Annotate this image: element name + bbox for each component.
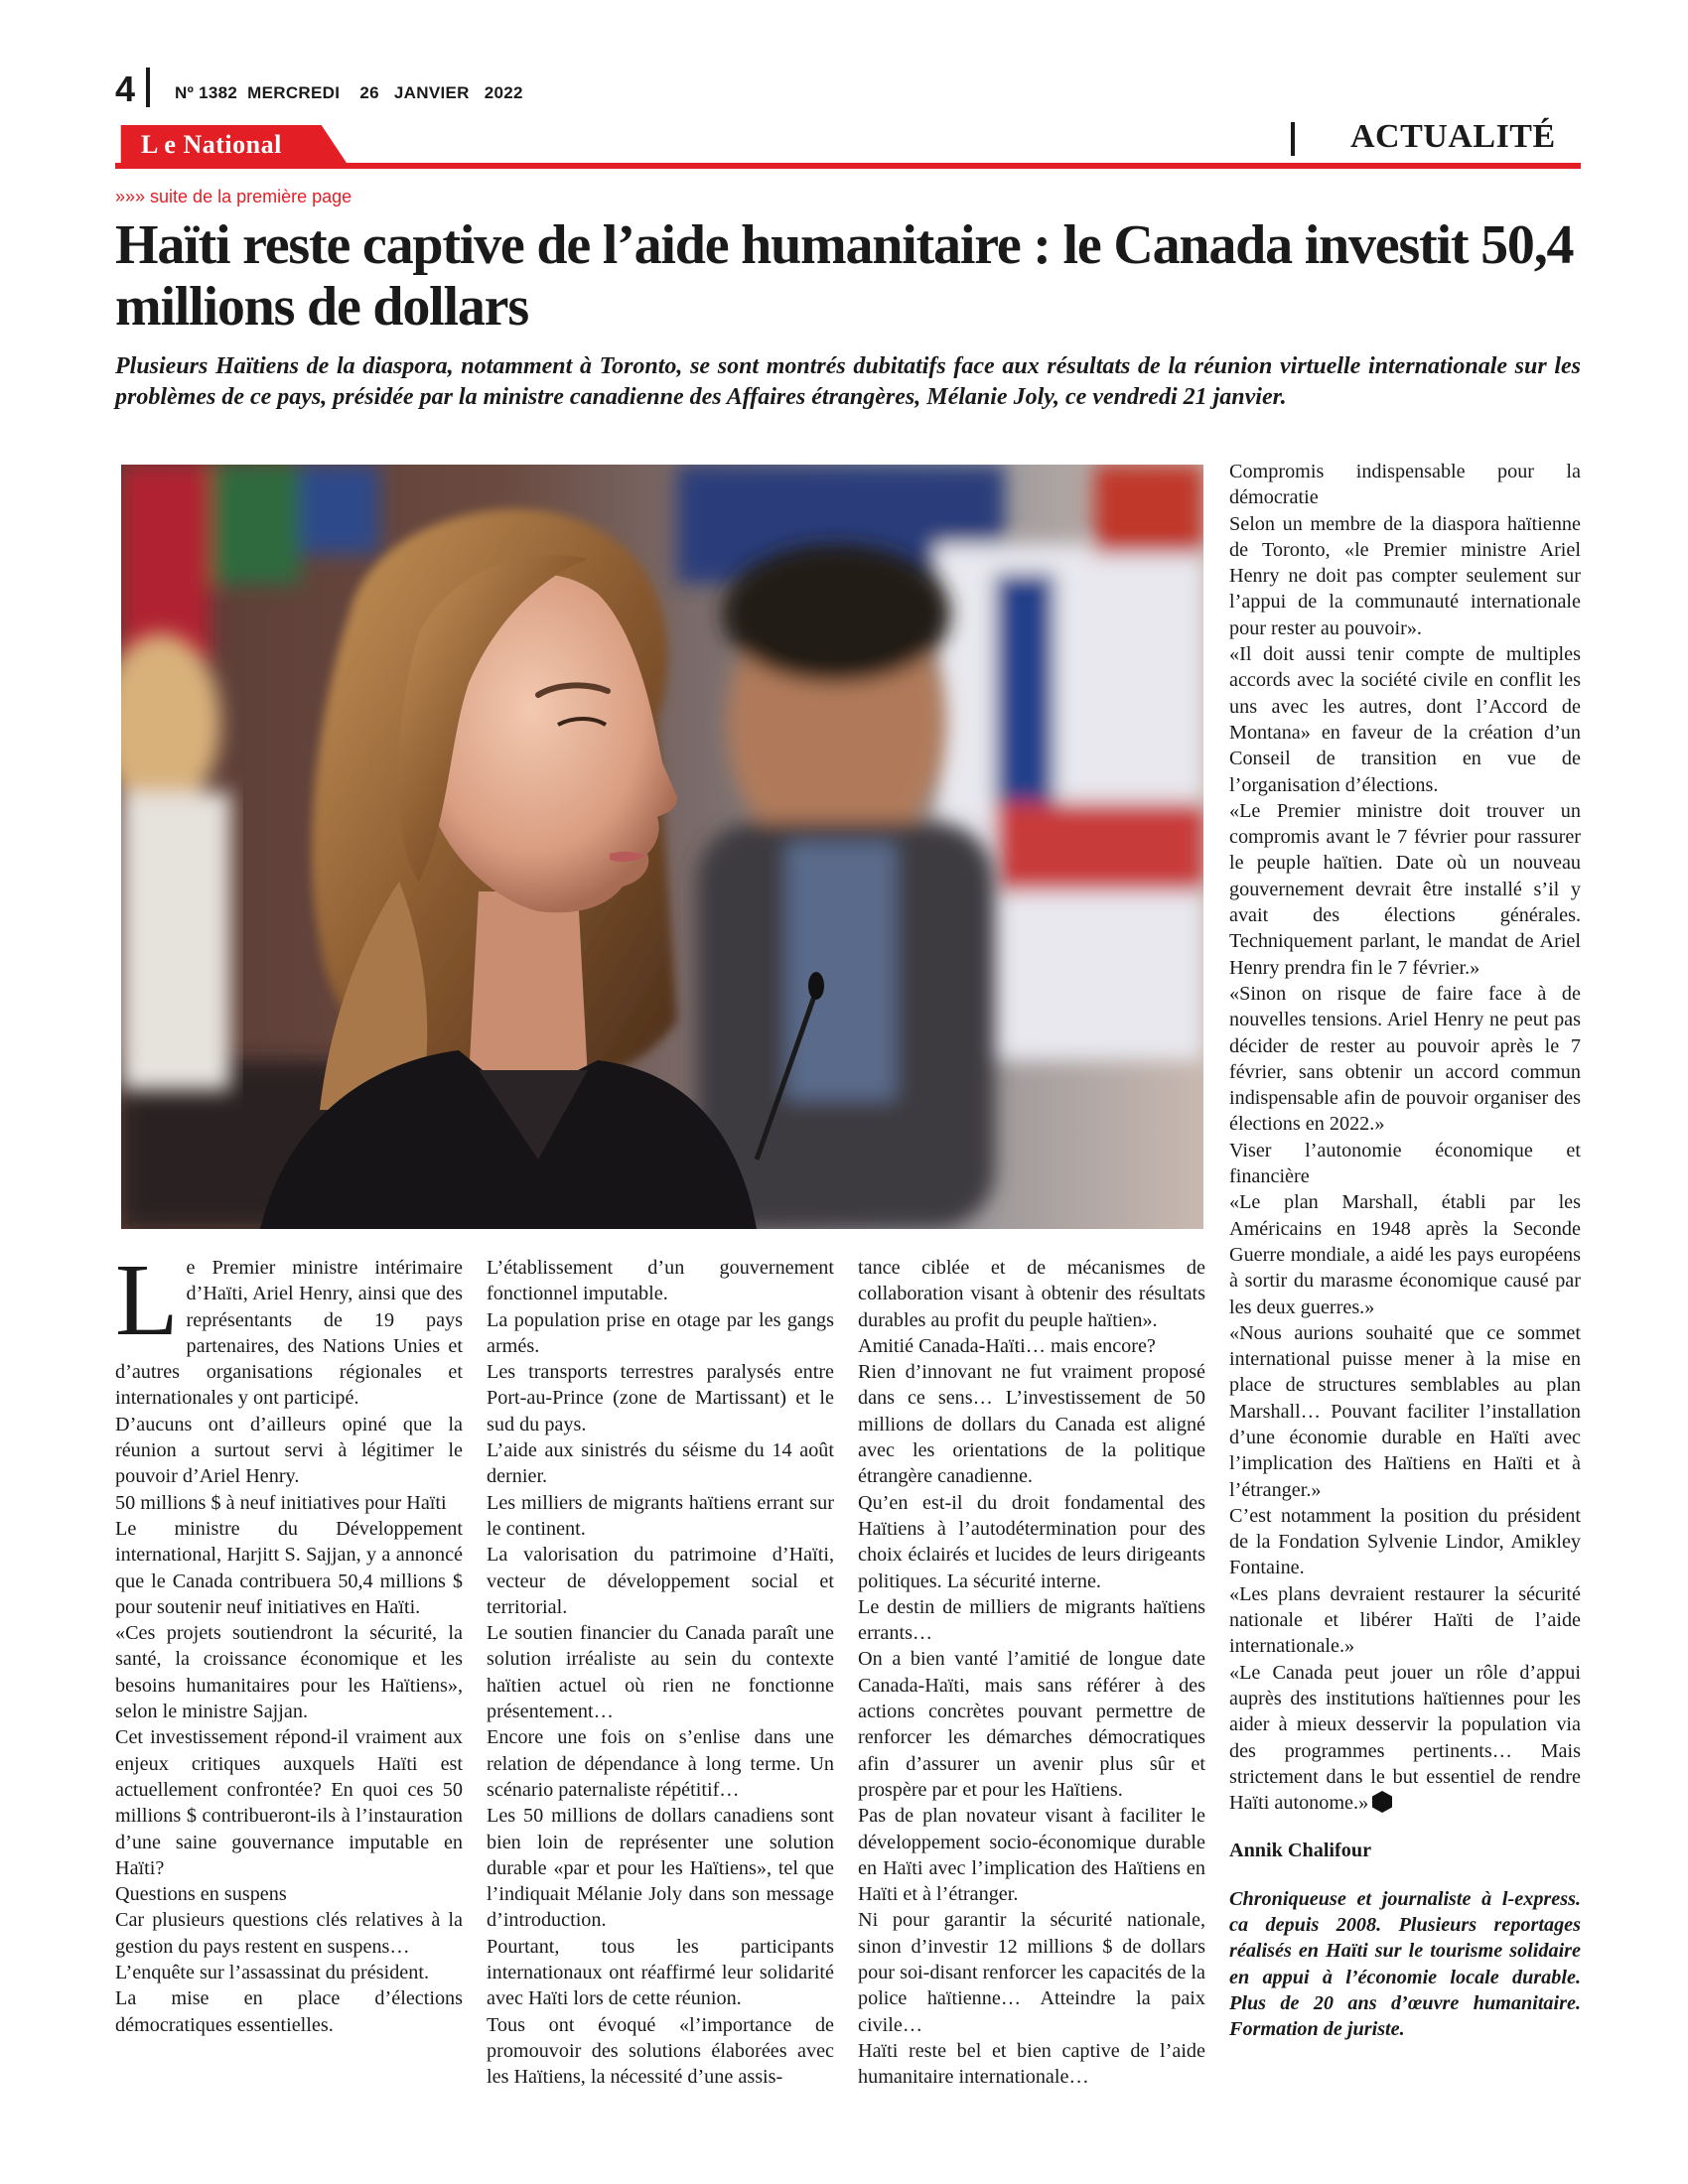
paragraph: L’établissement d’un gouvernement fonctionnel imputable. — [487, 1257, 834, 1305]
paragraph: Encore une fois on s’enlise dans une relation de dépendance à long terme. Un scénario paternaliste répétitif… — [487, 1726, 834, 1801]
paragraph: Car plusieurs questions clés relatives à la gestion du pays restent en suspens… — [115, 1909, 463, 1958]
paragraph: L’aide aux sinistrés du séisme du 14 août dernier. — [487, 1439, 834, 1488]
issue-dateline: Nº 1382 MERCREDI 26 JANVIER 2022 — [175, 83, 523, 102]
subheading: Viser l’autonomie économique et financière — [1229, 1139, 1581, 1188]
paragraph: Selon un membre de la diaspora haïtienne de Toronto, «le Premier ministre Ariel Henry ne doit pas compter seulement sur l’appui de la communauté internationale pour rester au pouvoir». — [1229, 512, 1581, 639]
paragraph: Le soutien financier du Canada paraît une solution irréaliste au sein du contexte haïtien actuel où rien ne fonctionne présentement… — [487, 1622, 834, 1723]
article-column-1 — [115, 1243, 463, 2038]
masthead-title: L e National — [141, 130, 282, 159]
article-standfirst: Plusieurs Haïtiens de la diaspora, notamment à Toronto, se sont montrés dubitatifs face aux résultats de la réunion virtuelle internationale sur les problèmes de ce pays, présidée par la ministre canadienne des Affaires étrangères, Mélanie Joly, ce vendredi 21 janvier. — [115, 353, 1581, 410]
subheading: 50 millions $ à neuf initiatives pour Haïti — [115, 1491, 447, 1514]
subheading: Questions en suspens — [115, 1883, 287, 1906]
page-number-divider — [146, 68, 150, 107]
paragraph: Les 50 millions de dollars canadiens sont bien loin de représenter une solution durable «par et pour les Haïtiens», tel que l’indiquait Mélanie Joly dans son message d’introduction. — [487, 1805, 834, 1932]
paragraph: «Ces projets soutiendront la sécurité, la santé, la croissance économique et les besoins humanitaires pour les Haïtiens», selon le ministre Sajjan. — [115, 1622, 463, 1723]
paragraph: Les milliers de migrants haïtiens errant sur le continent. — [487, 1491, 834, 1540]
page-number: 4 — [115, 68, 136, 109]
paragraph: Rien d’innovant ne fut vraiment proposé dans ce sens… L’investissement de 50 millions de dollars du Canada est aligné avec les orientations de la politique étrangère canadienne. — [858, 1361, 1205, 1488]
paragraph: La mise en place d’élections démocratiques essentielles. — [115, 1987, 463, 2036]
end-mark-icon — [1370, 1790, 1394, 1814]
paragraph: Cet investissement répond-il vraiment aux enjeux critiques auxquels Haïti est actuellement confrontée? En quoi ces 50 millions $ contribueront-ils à l’instauration d’une saine gouvernance imputable en Haïti? — [115, 1726, 463, 1879]
section-title: ACTUALITÉ — [1350, 118, 1556, 155]
paragraph: L’enquête sur l’assassinat du président. — [115, 1962, 430, 1984]
article-headline: Haïti reste captive de l’aide humanitaire : le Canada investit 50,4 millions de dollars — [115, 214, 1574, 338]
paragraph: La valorisation du patrimoine d’Haïti, vecteur de développement social et territorial. — [487, 1544, 834, 1618]
article-photo — [121, 465, 1203, 1229]
section-divider — [1291, 122, 1295, 156]
paragraph: Pas de plan novateur visant à faciliter le développement socio-économique durable en Haïti avec l’implication des Haïtiens en Haïti et à l’étranger. — [858, 1805, 1205, 1906]
paragraph: «Sinon on risque de faire face à de nouvelles tensions. Ariel Henry ne peut pas décider de rester au pouvoir après le 7 février, sans obtenir un accord commun indispensable afin de pouvoir organiser des élections en 2022.» — [1229, 982, 1581, 1136]
article-column-4 — [1229, 459, 1581, 2043]
paragraph: On a bien vanté l’amitié de longue date Canada-Haïti, mais sans référer à des actions concrètes pouvant permettre de renforcer les démarches démocratiques afin d’assurer un avenir plus sûr et prospère par et pour les Haïtiens. — [858, 1648, 1205, 1801]
paragraph-last-text: «Le Canada peut jouer un rôle d’appui auprès des institutions haïtiennes pour les aider à mieux desservir la population via des programmes pertinents… Mais strictement dans le but essentiel de rendre Haïti autonome.» — [1229, 1661, 1581, 1815]
subheading: Amitié Canada-Haïti… mais encore? — [858, 1334, 1156, 1357]
header-red-rule — [115, 163, 1581, 169]
paragraph: Le destin de milliers de migrants haïtiens errants… — [858, 1595, 1205, 1645]
paragraph: Pourtant, tous les participants internationaux ont réaffirmé leur solidarité avec Haïti lors de cette réunion. — [487, 1935, 834, 2010]
paragraph: «Le Premier ministre doit trouver un compromis avant le 7 février pour rassurer le peuple haïtien. Date où un nouveau gouvernement devrait être installé s’il y avait des élections générales. Techniquement parlant, le mandat de Ariel Henry prendra fin le 7 février.» — [1229, 799, 1581, 979]
paragraph: «Il doit aussi tenir compte de multiples accords avec la société civile en conflit les uns avec les autres, dont l’Accord de Montana» en faveur de la création d’un Conseil de transition en vue de l’organisation d’élections. — [1229, 643, 1581, 796]
paragraph: Le ministre du Développement international, Harjitt S. Sajjan, y a annoncé que le Canada contribuera 50,4 millions $ pour soutenir neuf initiatives en Haïti. — [115, 1517, 463, 1618]
paragraph: «Les plans devraient restaurer la sécurité nationale et libérer Haïti de l’aide internationale.» — [1229, 1582, 1581, 1658]
paragraph: «Nous aurions souhaité que ce sommet international puisse mener à la mise en place de structures semblables au plan Marshall… Pouvant faciliter l’installation d’une économie durable en Haïti avec l’implication des Haïtiens en Haïti et à l’étranger.» — [1229, 1321, 1581, 1501]
paragraph: La population prise en otage par les gangs armés. — [487, 1308, 834, 1357]
paragraph: Tous ont évoqué «l’importance de promouvoir des solutions élaborées avec les Haïtiens, la nécessité d’une assis- — [487, 2013, 834, 2089]
article-column-3 — [858, 1255, 1205, 2091]
article-column-2 — [487, 1255, 834, 2091]
paragraph: D’aucuns ont d’ailleurs opiné que la réunion a surtout servi à légitimer le pouvoir d’Ariel Henry. — [115, 1413, 463, 1488]
paragraph-last — [1229, 1660, 1581, 1817]
paragraph: tance ciblée et de mécanismes de collaboration visant à obtenir des résultats durables au profit du peuple haïtien». — [858, 1257, 1205, 1331]
subheading: Compromis indispensable pour la démocratie — [1229, 461, 1581, 509]
paragraph: Qu’en est-il du droit fondamental des Haïtiens à l’autodétermination pour des choix éclairés et lucides de leurs dirigeants politiques. La sécurité interne. — [858, 1491, 1205, 1592]
paragraph: Les transports terrestres paralysés entre Port-au-Prince (zone de Martissant) et le sud du pays. — [487, 1361, 834, 1435]
paragraph: Haïti reste bel et bien captive de l’aide humanitaire internationale… — [858, 2039, 1205, 2089]
drop-cap: L — [115, 1243, 179, 1357]
author-bio: Chroniqueuse et journaliste à l-express. ca depuis 2008. Plusieurs reportages réalisés en Haïti sur le tourisme solidaire en appui à l’économie locale durable. Plus de 20 ans d’œuvre humanitaire. Formation de juriste. — [1229, 1887, 1581, 2041]
continuation-kicker: »»» suite de la première page — [115, 187, 352, 206]
paragraph: C’est notamment la position du président de la Fondation Sylvenie Lindor, Amikley Fontaine. — [1229, 1504, 1581, 1579]
paragraph: e Premier ministre intérimaire d’Haïti, Ariel Henry, ainsi que des représentants de 19 pays partenaires, des Nations Unies et d’autres organisations régionales et internationales y ont participé. — [115, 1257, 463, 1410]
paragraph: Ni pour garantir la sécurité nationale, sinon d’investir 12 millions $ de dollars pour soi-disant renforcer les capacités de la police haïtienne… Atteindre la paix civile… — [858, 1909, 1205, 2036]
portrait-illustration — [121, 465, 1203, 1229]
paragraph: «Le plan Marshall, établi par les Américains en 1948 après la Seconde Guerre mondiale, a aidé les pays européens à sortir du marasme économique causé par les deux guerres.» — [1229, 1191, 1581, 1318]
author-name: Annik Chalifour — [1229, 1840, 1372, 1862]
